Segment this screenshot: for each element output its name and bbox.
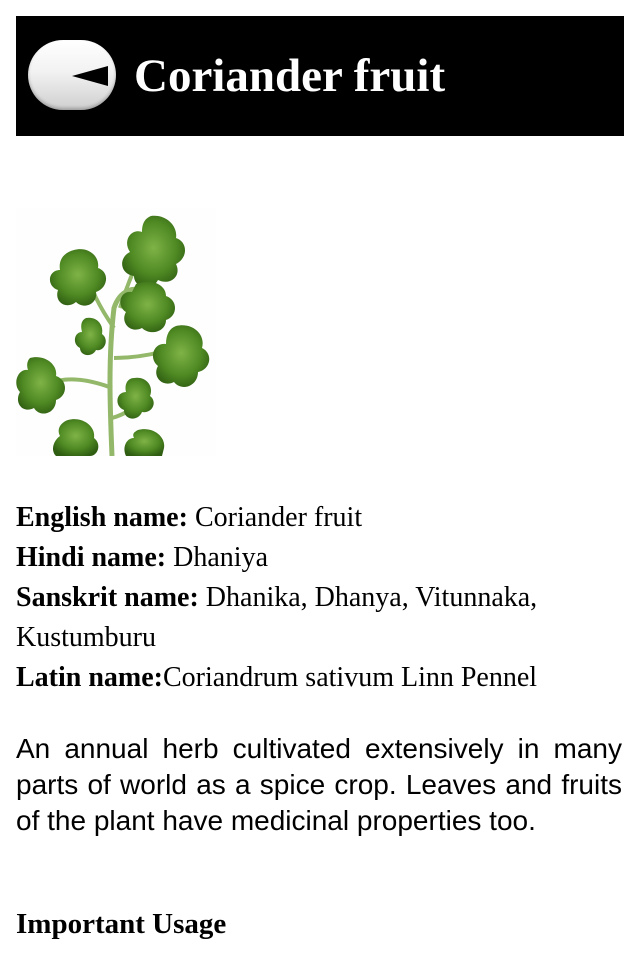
plant-description: An annual herb cultivated extensively in many parts of world as a spice crop. Leaves and fruits of the plant have medicinal properties too. [16, 733, 622, 836]
latin-name-value: Coriandrum sativum Linn Pennel [163, 662, 538, 693]
sanskrit-name-value: Dhanika, Dhanya, Vitunnaka, Kustumburu [16, 582, 538, 653]
latin-name-label: Latin name: [16, 662, 163, 693]
latin-name-row [16, 658, 626, 698]
back-arrow-icon [72, 66, 108, 86]
sanskrit-name-label: Sanskrit name: [16, 582, 199, 613]
sanskrit-name-row [16, 578, 626, 658]
english-name-row [16, 498, 626, 538]
english-name-label: English name: [16, 502, 188, 533]
hindi-name-row [16, 538, 626, 578]
page-title: Coriander fruit [134, 50, 446, 102]
back-button[interactable] [28, 40, 116, 110]
hindi-name-value: Dhaniya [173, 542, 268, 573]
english-name-value: Coriander fruit [194, 502, 363, 533]
plant-names [16, 498, 626, 698]
hindi-name-label: Hindi name: [16, 542, 167, 573]
header-bar [16, 16, 624, 136]
plant-image [16, 208, 216, 456]
important-usage-heading: Important Usage [16, 908, 227, 940]
